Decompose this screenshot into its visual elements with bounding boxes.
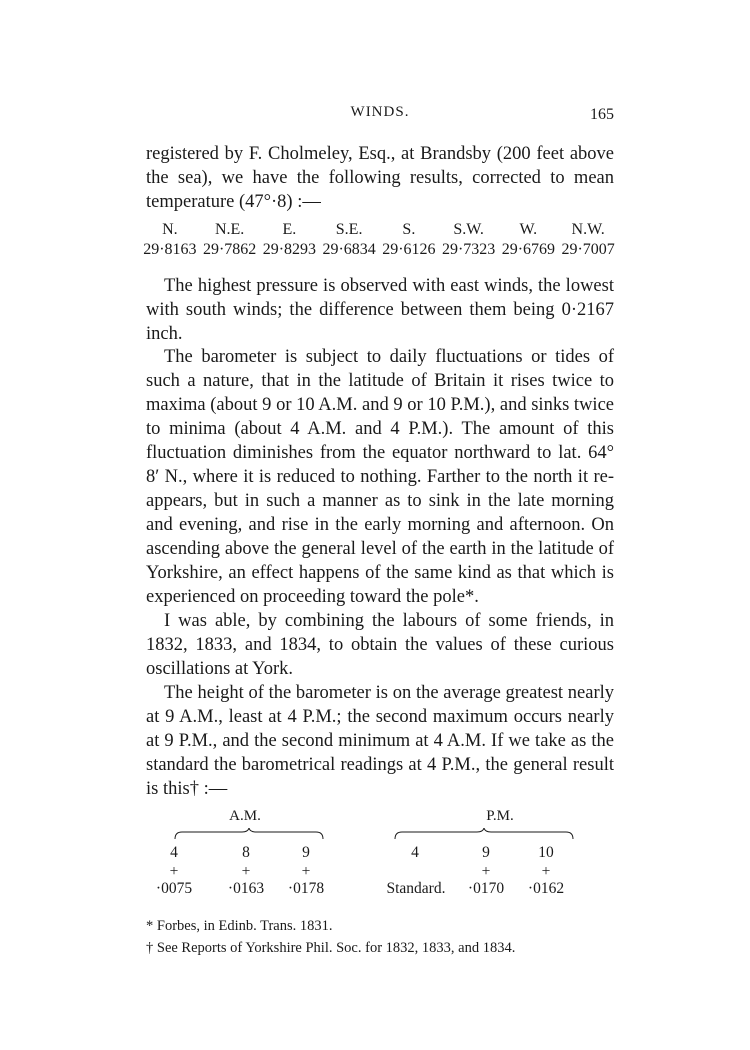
wind-direction-row [140, 220, 618, 240]
page-number: 165 [590, 106, 614, 123]
pm-hour-4: 4 [411, 844, 419, 861]
barometric-tides-table [140, 808, 620, 898]
pressure-value-cell: 29·7862 [202, 241, 257, 258]
pm-sign-10: + [541, 863, 551, 880]
pm-brace [394, 828, 574, 840]
am-value-4: ·0075 [155, 880, 193, 897]
wind-direction-cell: N. [162, 221, 178, 238]
am-hour-8: 8 [242, 844, 250, 861]
wind-direction-cell: N.E. [214, 221, 245, 238]
am-value-8: ·0163 [227, 880, 265, 897]
footnote-star: * Forbes, in Edinb. Trans. 1831. [146, 918, 333, 934]
pressure-value-cell: 29·6834 [322, 241, 376, 258]
wind-pressure-table [140, 220, 618, 260]
pressure-value-cell: 29·6126 [382, 241, 436, 258]
pressure-value-cell: 29·7007 [561, 241, 615, 258]
pressure-value-cell: 29·8163 [143, 241, 197, 258]
pm-value-9: ·0170 [467, 880, 505, 897]
paragraph-barometer-height: The height of the barometer is on the average greatest nearly at 9 A.M., least at 4 P.M.; the second maximum occurs nearly at 9 P.M., and the second minimum at 4 A.M. If we take as the standard the barometrical readings at 4 P.M., the general result is this† :— [146, 683, 614, 799]
wind-direction-cell: S.E. [335, 221, 363, 238]
paragraph-intro: registered by F. Cholmeley, Esq., at Brandsby (200 feet above the sea), we have the following results, corrected to mean temperature (47°·8) :— [146, 144, 614, 212]
pressure-value-row [140, 240, 618, 260]
pm-hour-10: 10 [538, 844, 554, 861]
pm-sign-9: + [481, 863, 491, 880]
pressure-value-cell: 29·7323 [441, 241, 496, 258]
pm-value-standard: Standard. [386, 880, 446, 897]
wind-direction-cell: W. [519, 221, 538, 238]
am-sign-8: + [241, 863, 251, 880]
wind-direction-cell: S. [402, 221, 416, 238]
paragraph-daily-fluctuations: The barometer is subject to daily fluctuations or tides of such a nature, that in the latitude of Britain it rises twice to maxima (about 9 or 10 A.M. and 9 or 10 P.M.), and sinks twice to minima (about 4 A.M. and 4 P.M.). The amount of this fluctuation diminishes from the equator northward to lat. 64° 8′ N., where it is reduced to nothing. Farther to the north it re-appears, but in such a manner as to sink in the late morning and evening, and rise in the early morning and afternoon. On ascending above the general level of the earth in the latitude of Yorkshire, an effect happens of the same kind as that which is experienced on proceeding toward the pole*. [146, 347, 614, 607]
am-sign-4: + [169, 863, 179, 880]
am-sign-9: + [301, 863, 311, 880]
am-group-label: A.M. [229, 808, 261, 824]
am-value-9: ·0178 [287, 880, 325, 897]
am-hour-4: 4 [170, 844, 178, 861]
wind-direction-cell: S.W. [453, 221, 484, 238]
wind-direction-cell: N.W. [571, 221, 605, 238]
pressure-value-cell: 29·8293 [262, 241, 317, 258]
pm-group-label: P.M. [486, 808, 514, 824]
am-hour-9: 9 [302, 844, 310, 861]
wind-direction-cell: E. [282, 221, 297, 238]
footnotes [146, 915, 614, 959]
pm-value-10: ·0162 [527, 880, 565, 897]
am-brace [174, 828, 324, 840]
pressure-value-cell: 29·6769 [501, 241, 556, 258]
page-header [146, 104, 614, 128]
paragraph-york-oscillations: I was able, by combining the labours of some friends, in 1832, 1833, and 1834, to obtain the values of these curious oscillations at York. [146, 611, 614, 679]
footnote-dagger: † See Reports of Yorkshire Phil. Soc. for 1832, 1833, and 1834. [146, 940, 516, 956]
running-head: WINDS. [350, 104, 410, 120]
pm-hour-9: 9 [482, 844, 490, 861]
paragraph-pressure-difference: The highest pressure is observed with east winds, the lowest with south winds; the difference between them being 0·2167 inch. [146, 276, 614, 344]
